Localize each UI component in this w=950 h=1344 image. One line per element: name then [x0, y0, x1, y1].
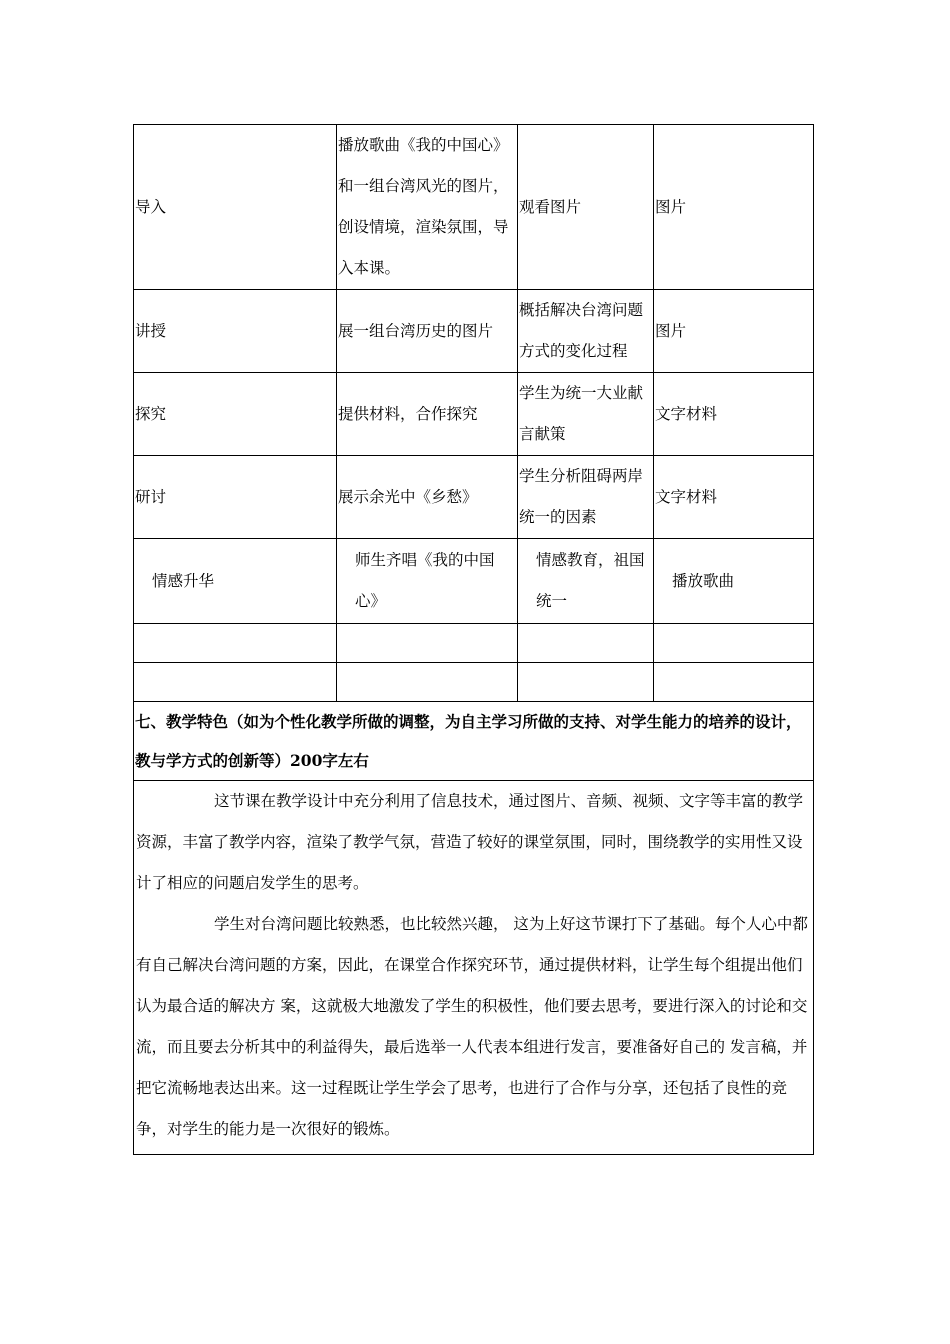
student-activity-cell: 情感教育，祖国统一 — [518, 539, 654, 624]
paragraph: 学生对台湾问题比较熟悉，也比较然兴趣， 这为上好这节课打下了基础。每个人心中都有自己解决台湾问题的方案，因此，在课堂合作探究环节，通过提供材料，让学生每个组提出他们认为最合适的解决方 案，这就极大地激发了学生的积极性，他们要去思考，要进行深入的讨论和交流，而且要去分析其中的利益得失，最后选举一人代表本组进行发言，要准备好自己的 发言稿，并把它流畅地表达出来。这一过程既让学生学会了思考，也进行了合作与分享，还包括了良性的竞争，对学生的能力是一次很好的锻炼。 — [136, 915, 808, 1138]
empty-cell — [134, 663, 337, 702]
empty-row — [134, 663, 814, 702]
stage-cell: 探究 — [134, 373, 337, 456]
paragraph: 这节课在教学设计中充分利用了信息技术，通过图片、音频、视频、文字等丰富的教学资源，丰富了教学内容，渲染了教学气氛，营造了较好的课堂氛围，同时，围绕教学的实用性又设计了相应的问题启发学生的思考。 — [136, 792, 804, 892]
empty-cell — [654, 624, 814, 663]
table-row — [134, 290, 814, 373]
student-activity-cell: 概括解决台湾问题方式的变化过程 — [518, 290, 654, 373]
empty-cell — [518, 624, 654, 663]
media-cell: 文字材料 — [654, 373, 814, 456]
stage-cell: 情感升华 — [134, 539, 337, 624]
media-cell: 文字材料 — [654, 456, 814, 539]
media-cell: 播放歌曲 — [654, 539, 814, 624]
teacher-activity-cell: 播放歌曲《我的中国心》和一组台湾风光的图片，创设情境，渲染氛围，导入本课。 — [337, 125, 518, 290]
teacher-activity-cell: 提供材料，合作探究 — [337, 373, 518, 456]
media-cell: 图片 — [654, 290, 814, 373]
section-body — [134, 781, 814, 1155]
stage-cell: 研讨 — [134, 456, 337, 539]
table-row — [134, 539, 814, 624]
stage-cell: 讲授 — [134, 290, 337, 373]
teacher-activity-cell: 展一组台湾历史的图片 — [337, 290, 518, 373]
empty-cell — [337, 663, 518, 702]
empty-row — [134, 624, 814, 663]
teacher-activity-cell: 展示余光中《乡愁》 — [337, 456, 518, 539]
lesson-table — [133, 124, 814, 1155]
empty-cell — [134, 624, 337, 663]
empty-cell — [518, 663, 654, 702]
stage-cell: 导入 — [134, 125, 337, 290]
empty-cell — [654, 663, 814, 702]
student-activity-cell: 学生为统一大业献言献策 — [518, 373, 654, 456]
section-body-row — [134, 781, 814, 1155]
section-heading-row — [134, 702, 814, 781]
student-activity-cell: 观看图片 — [518, 125, 654, 290]
table-row — [134, 373, 814, 456]
student-activity-cell: 学生分析阻碍两岸统一的因素 — [518, 456, 654, 539]
section-heading: 七、教学特色（如为个性化教学所做的调整，为自主学习所做的支持、对学生能力的培养的设计，教与学方式的创新等）200字左右 — [134, 702, 814, 781]
table-row — [134, 125, 814, 290]
media-cell: 图片 — [654, 125, 814, 290]
teacher-activity-cell: 师生齐唱《我的中国心》 — [337, 539, 518, 624]
table-row — [134, 456, 814, 539]
empty-cell — [337, 624, 518, 663]
